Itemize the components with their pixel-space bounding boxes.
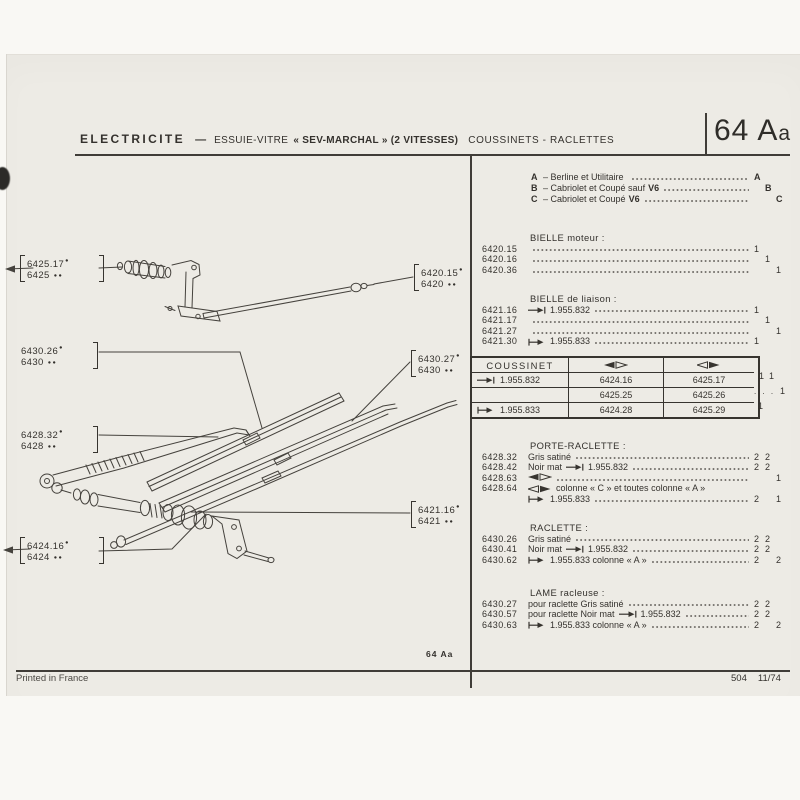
qty-a: 2 <box>754 619 760 630</box>
callout-line <box>27 269 97 282</box>
bracket <box>411 350 416 377</box>
parts-row <box>482 254 787 265</box>
footnote-dots: ●● <box>47 359 58 366</box>
footnote-dots: ●● <box>447 281 458 288</box>
table-cell-serial <box>472 402 568 417</box>
dotted-leader <box>633 468 749 470</box>
range-upto-icon <box>528 306 546 314</box>
callout-line <box>27 255 97 268</box>
qty-a: 1 <box>758 401 764 411</box>
table-cell-part: 6425.17 <box>663 372 754 387</box>
callout-6421 <box>411 501 460 528</box>
qty-b: 2 <box>765 462 771 473</box>
footnote-dots: ●● <box>53 272 64 279</box>
header-brand: « SEV-MARCHAL » (2 VITESSES) <box>293 135 459 146</box>
qty-b: 2 <box>765 451 771 462</box>
serial-number: 1.955.833 <box>550 336 591 347</box>
dotted-leader <box>533 321 749 323</box>
page-header <box>80 132 614 146</box>
part-ref: 6428 <box>21 441 44 452</box>
bracket <box>93 426 98 453</box>
desc-pre: Noir mat <box>528 544 563 555</box>
footer-ref-number: 504 <box>731 673 747 684</box>
section-bielle-moteur <box>482 232 787 275</box>
section-title: ELECTRICITE <box>80 132 186 146</box>
column-divider <box>470 154 472 688</box>
qty-c: 2 <box>776 619 782 630</box>
desc-text: colonne « C » et toutes colonne « A » <box>556 483 706 494</box>
bracket <box>411 501 416 528</box>
dotted-leader <box>595 342 749 344</box>
dotted-leader <box>652 626 749 628</box>
parts-row <box>482 244 787 255</box>
footnote-dot: ● <box>59 345 63 351</box>
footnote-dots: ●● <box>444 518 455 525</box>
dotted-leader <box>533 260 749 262</box>
serial-number: 1.955.832 <box>550 304 591 315</box>
qty-a: 2 <box>754 544 760 555</box>
bracket <box>99 537 104 564</box>
page-letter: A <box>757 114 778 147</box>
part-ref: 6424 <box>27 552 50 563</box>
parts-row <box>482 483 787 494</box>
part-ref: 6430.57 <box>482 609 518 620</box>
callout-line <box>421 278 463 291</box>
table-cell-part: 6425.25 <box>568 387 663 402</box>
qty-a: 1 <box>754 243 760 254</box>
dotted-leader <box>576 457 749 459</box>
part-ref: 6430 <box>21 357 44 368</box>
section-bielle-liaison <box>482 293 787 347</box>
qty-a: 1 <box>754 336 760 347</box>
parts-row <box>482 336 787 347</box>
dotted-leader <box>629 604 749 606</box>
footnote-dot: ● <box>65 258 69 264</box>
footnote-dot: ● <box>456 353 460 359</box>
table-cell-part: 6425.26 <box>663 387 754 402</box>
dotted-leader <box>595 500 749 502</box>
wiper-left-icon <box>604 361 628 369</box>
serial-number: 1.955.832 <box>500 375 541 385</box>
range-upto-icon <box>477 376 495 384</box>
callout-6425 <box>20 255 104 282</box>
part-ref: 6421.27 <box>482 325 518 336</box>
wiper-right-icon <box>528 485 552 493</box>
qty-c: 1 <box>776 325 782 336</box>
qty-a: 2 <box>754 533 760 544</box>
desc-text: Gris satiné <box>528 451 572 462</box>
part-desc <box>528 494 590 505</box>
part-ref: 6428.32 <box>21 430 59 441</box>
qty-b: 1 <box>765 315 771 326</box>
header-subject: ESSUIE-VITRE <box>214 135 289 146</box>
part-ref: 6430.27 <box>482 598 518 609</box>
footer-reference <box>731 673 781 684</box>
pagecode-divider <box>705 113 707 154</box>
qty-a: 2 <box>754 493 760 504</box>
dotted-leader <box>533 271 749 273</box>
table-header-right-side <box>663 358 754 372</box>
leader-dots: . . . <box>754 387 776 396</box>
table-header-coussinet: COUSSINET <box>486 359 554 371</box>
section-title: BIELLE moteur : <box>530 232 605 243</box>
part-ref: 6420.36 <box>482 264 518 275</box>
footnote-dots: ●● <box>47 443 58 450</box>
coussinet-table <box>470 356 760 419</box>
footnote-dot: ● <box>65 540 69 546</box>
serial-number: 1.955.833 colonne « A » <box>550 554 647 565</box>
printed-in-france-note: Printed in France <box>16 673 89 684</box>
qty-a: 2 <box>754 609 760 620</box>
part-desc <box>528 462 628 473</box>
callout-6420 <box>414 264 463 291</box>
qty-a: 1 <box>759 371 765 381</box>
legend-label: – Cabriolet et Coupé <box>543 194 626 204</box>
section-title: RACLETTE : <box>530 522 589 533</box>
callout-6428 <box>21 426 98 453</box>
part-ref: 6430.26 <box>21 346 59 357</box>
callout-line <box>21 356 91 369</box>
footnote-dots: ●● <box>444 367 455 374</box>
parts-row <box>482 599 787 610</box>
range-upto-icon <box>566 463 584 471</box>
col-a-ref: A <box>754 172 761 182</box>
qty-b: 2 <box>765 533 771 544</box>
part-ref: 6424.16 <box>27 541 65 552</box>
parts-row <box>482 326 787 337</box>
range-upto-icon <box>619 610 637 618</box>
part-ref: 6430.27 <box>418 354 456 365</box>
qty-c: 1 <box>776 493 782 504</box>
bracket <box>414 264 419 291</box>
footnote-dot: ● <box>456 504 460 510</box>
section-lame-racleuse <box>482 587 787 630</box>
part-ref: 6421.30 <box>482 336 518 347</box>
footer-ref-date: 11/74 <box>757 673 781 684</box>
parts-row <box>482 620 787 631</box>
dotted-leader <box>595 310 749 312</box>
serial-number: 1.955.833 <box>500 405 541 415</box>
callout-6430-27 <box>411 350 460 377</box>
qty-a: 2 <box>754 554 760 565</box>
serial-number: 1.955.832 <box>588 544 629 555</box>
legend-row <box>531 172 787 183</box>
part-ref: 6428.64 <box>482 483 518 494</box>
table-cell-serial <box>472 372 568 387</box>
serial-number: 1.955.832 <box>640 609 681 620</box>
parts-row <box>482 609 787 620</box>
parts-row <box>482 305 787 316</box>
part-ref: 6428.32 <box>482 451 518 462</box>
part-ref: 6421.16 <box>418 505 456 516</box>
qty-b: 2 <box>765 598 771 609</box>
qty-b: 1 <box>769 371 775 381</box>
dotted-leader <box>533 332 749 334</box>
range-from-icon <box>528 495 546 503</box>
dotted-leader <box>557 479 749 481</box>
serial-number: 1.955.832 <box>588 462 629 473</box>
part-desc <box>528 473 552 481</box>
part-desc <box>528 336 590 347</box>
parts-row <box>482 544 787 555</box>
dotted-leader <box>686 615 749 617</box>
dotted-leader <box>652 561 749 563</box>
part-desc <box>528 305 590 316</box>
header-separator: — <box>195 134 207 146</box>
desc-text: pour raclette Gris satiné <box>528 598 624 609</box>
bracket <box>20 537 25 564</box>
footer-rule <box>16 670 790 672</box>
table-cell-part: 6424.28 <box>568 402 663 417</box>
part-desc <box>528 534 571 545</box>
parts-row <box>482 452 787 463</box>
dotted-leader <box>645 200 749 202</box>
legend-key: C <box>531 194 538 204</box>
section-title: BIELLE de liaison : <box>530 293 617 304</box>
serial-number: 1.955.833 <box>550 493 591 504</box>
part-ref: 6421.16 <box>482 304 518 315</box>
desc-pre: pour raclette Noir mat <box>528 609 615 620</box>
bracket <box>93 342 98 369</box>
legend-row: C – Cabriolet et Coupé V6 C <box>531 194 787 205</box>
dotted-leader <box>632 178 749 180</box>
qty-a: 2 <box>754 462 760 473</box>
part-ref: 6430.26 <box>482 533 518 544</box>
qty-c: 1 <box>776 472 782 483</box>
bracket <box>20 255 25 282</box>
part-desc <box>528 555 647 566</box>
qty-b: 2 <box>765 544 771 555</box>
qty-a: 2 <box>754 598 760 609</box>
part-desc <box>528 544 628 555</box>
parts-row <box>482 534 787 545</box>
dotted-leader <box>576 539 749 541</box>
footnote-dot: ● <box>459 267 463 273</box>
footnote-dots: ●● <box>53 554 64 561</box>
parts-row <box>482 494 787 505</box>
part-ref: 6430.63 <box>482 619 518 630</box>
part-ref: 6420.16 <box>482 254 518 265</box>
section-title: PORTE-RACLETTE : <box>530 440 626 451</box>
page-code <box>714 114 790 148</box>
qty-c: 1 <box>780 386 786 396</box>
part-desc <box>528 599 624 610</box>
qty-b: 2 <box>765 609 771 620</box>
dotted-leader <box>633 550 749 552</box>
callout-line <box>418 364 460 377</box>
bracket <box>99 255 104 282</box>
part-ref: 6421.17 <box>482 315 518 326</box>
part-ref: 6430.62 <box>482 554 518 565</box>
range-from-icon <box>528 556 546 564</box>
callout-line <box>21 426 91 439</box>
callout-6430-26 <box>21 342 98 369</box>
qty-c: 2 <box>776 554 782 565</box>
dotted-leader <box>533 249 749 251</box>
footer-page-code: 64 Aa <box>426 649 454 659</box>
part-ref: 6430 <box>418 365 441 376</box>
parts-row <box>482 555 787 566</box>
page-number: 64 <box>714 114 750 147</box>
wiper-left-icon <box>528 473 552 481</box>
part-ref: 6420.15 <box>421 268 459 279</box>
table-header-left-side <box>568 358 663 372</box>
header-topic: COUSSINETS - RACLETTES <box>468 135 615 146</box>
part-desc <box>528 483 705 494</box>
callout-line <box>21 342 91 355</box>
callout-line <box>21 440 91 453</box>
part-ref: 6420.15 <box>482 243 518 254</box>
callout-line <box>418 515 460 528</box>
callout-line <box>27 537 97 550</box>
header-rule <box>75 154 790 156</box>
table-cell-serial <box>472 387 568 402</box>
callout-6424 <box>20 537 104 564</box>
legend-key: B <box>531 183 538 193</box>
range-from-icon <box>528 621 546 629</box>
desc-pre: Noir mat <box>528 462 563 473</box>
qty-a: 2 <box>754 451 760 462</box>
callout-line <box>418 501 460 514</box>
part-ref: 6425.17 <box>27 259 65 270</box>
legend-key: A <box>531 172 538 182</box>
range-upto-icon <box>566 545 584 553</box>
part-ref: 6420 <box>421 279 444 290</box>
parts-row <box>482 265 787 276</box>
legend-row: B – Cabriolet et Coupé sauf V6 B <box>531 183 787 194</box>
qty-b: 1 <box>765 254 771 265</box>
serial-number: 1.955.833 colonne « A » <box>550 619 647 630</box>
footnote-dot: ● <box>59 429 63 435</box>
col-b-ref: B <box>765 183 772 193</box>
part-desc <box>528 452 571 463</box>
section-raclette <box>482 522 787 565</box>
qty-a: 1 <box>754 304 760 315</box>
qty-c: 1 <box>776 264 782 275</box>
dotted-leader <box>664 189 749 191</box>
callout-line <box>421 264 463 277</box>
page-subletter: a <box>778 122 791 145</box>
table-cell-part: 6424.16 <box>568 372 663 387</box>
legend-label: – Cabriolet et Coupé sauf <box>543 183 646 193</box>
part-ref: 6425 <box>27 270 50 281</box>
part-ref: 6428.42 <box>482 462 518 473</box>
legend-label: – Berline et Utilitaire <box>543 172 624 182</box>
range-from-icon <box>528 338 546 346</box>
parts-row <box>482 315 787 326</box>
callout-line <box>418 350 460 363</box>
part-desc <box>528 620 647 631</box>
part-ref: 6428.63 <box>482 472 518 483</box>
table-cell-part: 6425.29 <box>663 402 754 417</box>
section-porte-raclette <box>482 440 787 504</box>
part-ref: 6421 <box>418 516 441 527</box>
parts-row <box>482 462 787 473</box>
wiper-right-icon <box>697 361 721 369</box>
part-ref: 6430.41 <box>482 544 518 555</box>
section-title: LAME racleuse : <box>530 587 605 598</box>
variant-legend <box>531 172 787 205</box>
col-c-ref: C <box>776 194 783 204</box>
range-from-icon <box>477 406 495 414</box>
part-desc <box>528 609 681 620</box>
parts-row <box>482 473 787 484</box>
desc-text: Gris satiné <box>528 533 572 544</box>
callout-line <box>27 551 97 564</box>
